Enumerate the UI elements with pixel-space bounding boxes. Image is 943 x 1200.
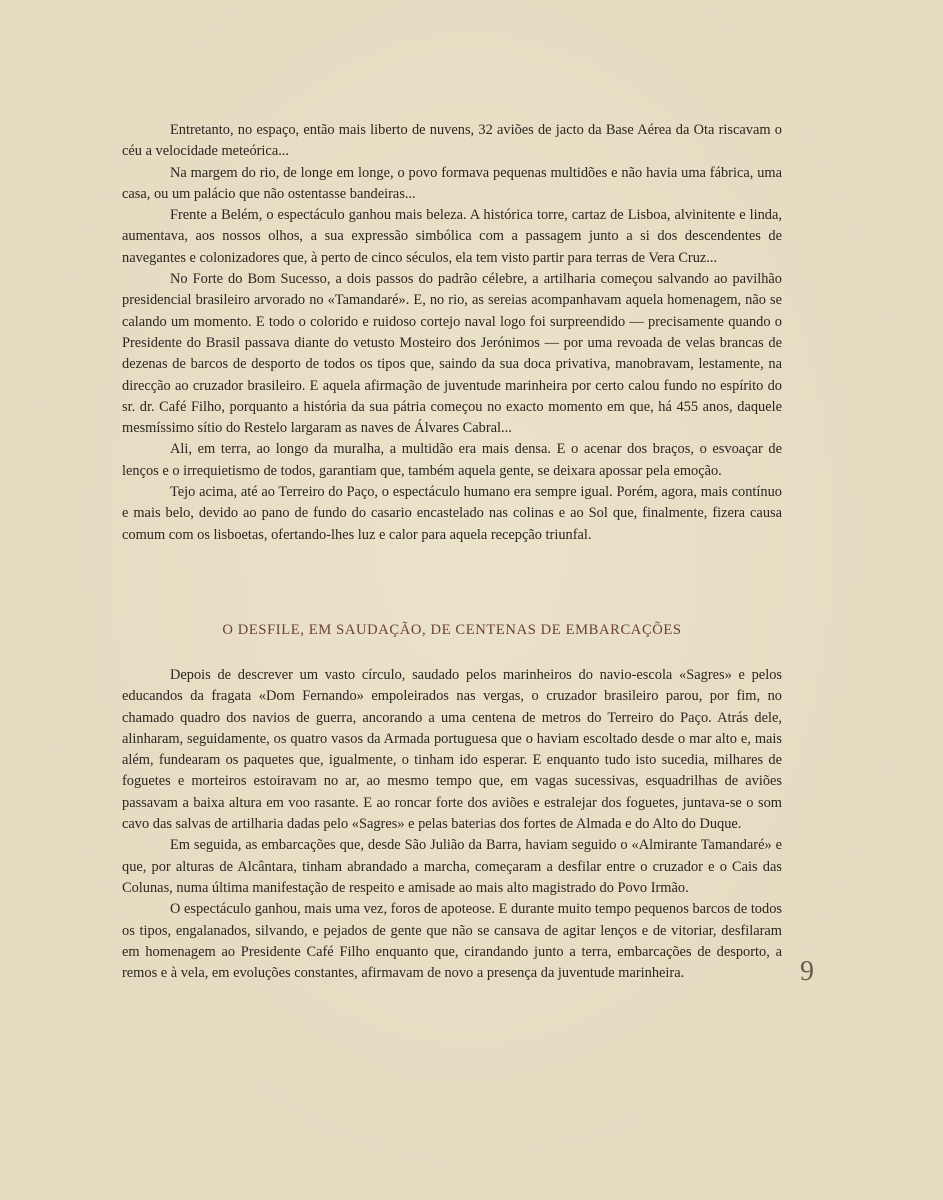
paragraph: Ali, em terra, ao longo da muralha, a multidão era mais densa. E o acenar dos braços, o esvoaçar de lenços e o irrequietismo de todos, garantiam que, também aquela gente, se deixara apossar pela emoção. bbox=[122, 441, 782, 479]
page-number: 9 bbox=[800, 956, 814, 987]
paragraph: Depois de descrever um vasto círculo, saudado pelos marinheiros do navio-escola «Sagres» e pelos educandos da fragata «Dom Fernando» empoleirados nas vergas, o cruzador brasileiro parou, por fim, no chamado quadro dos navios de guerra, ancorando a uma centena de metros do Terreiro do Paço. Atrás dele, alinharam, seguidamente, os quatro vasos da Armada portuguesa que o haviam escoltado desde o mar alto e, mais além, fundearam os paquetes que, igualmente, o tinham ido esperar. E enquanto tudo isto sucedia, milhares de foguetes e morteiros estoiravam no ar, ao mesmo tempo que, em vagas sucessivas, esquadrilhas de aviões passavam a baixa altura em voo rasante. E ao roncar forte dos aviões e estralejar dos foguetes, juntava-se o som cavo das salvas de artilharia dadas pelo «Sagres» e pelas baterias dos fortes de Almada e do Alto do Duque. bbox=[122, 667, 782, 833]
body-text-upper bbox=[122, 120, 782, 546]
paragraph: Frente a Belém, o espectáculo ganhou mais beleza. A histórica torre, cartaz de Lisboa, alvinitente e linda, aumentava, aos nossos olhos, a sua expressão simbólica com a passagem junto a si dos descendentes de navegantes e colonizadores que, à perto de cinco séculos, ela tem visto partir para terras de Vera Cruz... bbox=[122, 207, 782, 266]
paragraph: No Forte do Bom Sucesso, a dois passos do padrão célebre, a artilharia começou salvando ao pavilhão presidencial brasileiro arvorado no «Tamandaré». E, no rio, as sereias acompanhavam aquela homenagem, não se calando um momento. E todo o colorido e ruidoso cortejo naval logo foi surpreendido — precisamente quando o Presidente do Brasil passava diante do vetusto Mosteiro dos Jerónimos — por uma revoada de velas brancas de dezenas de barcos de desporto de todos os tipos que, saindo da sua doca privativa, manobravam, lestamente, na direcção ao cruzador brasileiro. E aquela afirmação de juventude marinheira por certo calou fundo no espírito do sr. dr. Café Filho, porquanto a história da sua pátria começou no exacto momento em que, há 455 anos, daquele mesmíssimo sítio do Restelo largaram as naves de Álvares Cabral... bbox=[122, 271, 782, 437]
body-text-lower bbox=[122, 665, 782, 984]
paragraph: Em seguida, as embarcações que, desde São Julião da Barra, haviam seguido o «Almirante Tamandaré» e que, por alturas de Alcântara, tinham abrandado a marcha, começaram a desfilar entre o cruzador e o Cais das Colunas, numa última manifestação de respeito e amisade ao mais alto magistrado do Povo Irmão. bbox=[122, 837, 782, 896]
paragraph: O espectáculo ganhou, mais uma vez, foros de apoteose. E durante muito tempo pequenos barcos de todos os tipos, engalanados, silvando, e pejados de gente que não se cansava de agitar lenços e de vitoriar, desfilaram em homenagem ao Presidente Café Filho enquanto que, cirandando junto a terra, embarcações de desporto, a remos e à vela, em evoluções constantes, afirmavam de novo a presença da juventude marinheira. bbox=[122, 901, 782, 982]
paragraph: Entretanto, no espaço, então mais liberto de nuvens, 32 aviões de jacto da Base Aérea da Ota riscavam o céu a velocidade meteórica... bbox=[122, 122, 782, 160]
paragraph: Na margem do rio, de longe em longe, o povo formava pequenas multidões e não havia uma fábrica, uma casa, ou um palácio que não ostentasse bandeiras... bbox=[122, 164, 782, 202]
section-heading: O DESFILE, EM SAUDAÇÃO, DE CENTENAS DE EMBARCAÇÕES bbox=[222, 622, 682, 638]
paragraph: Tejo acima, até ao Terreiro do Paço, o espectáculo humano era sempre igual. Porém, agora, mais contínuo e mais belo, devido ao pano de fundo do casario encastelado nas colinas e ao Sol que, finalmente, fizera causa comum com os lisboetas, ofertando-lhes luz e calor para aquela recepção triunfal. bbox=[122, 484, 782, 543]
